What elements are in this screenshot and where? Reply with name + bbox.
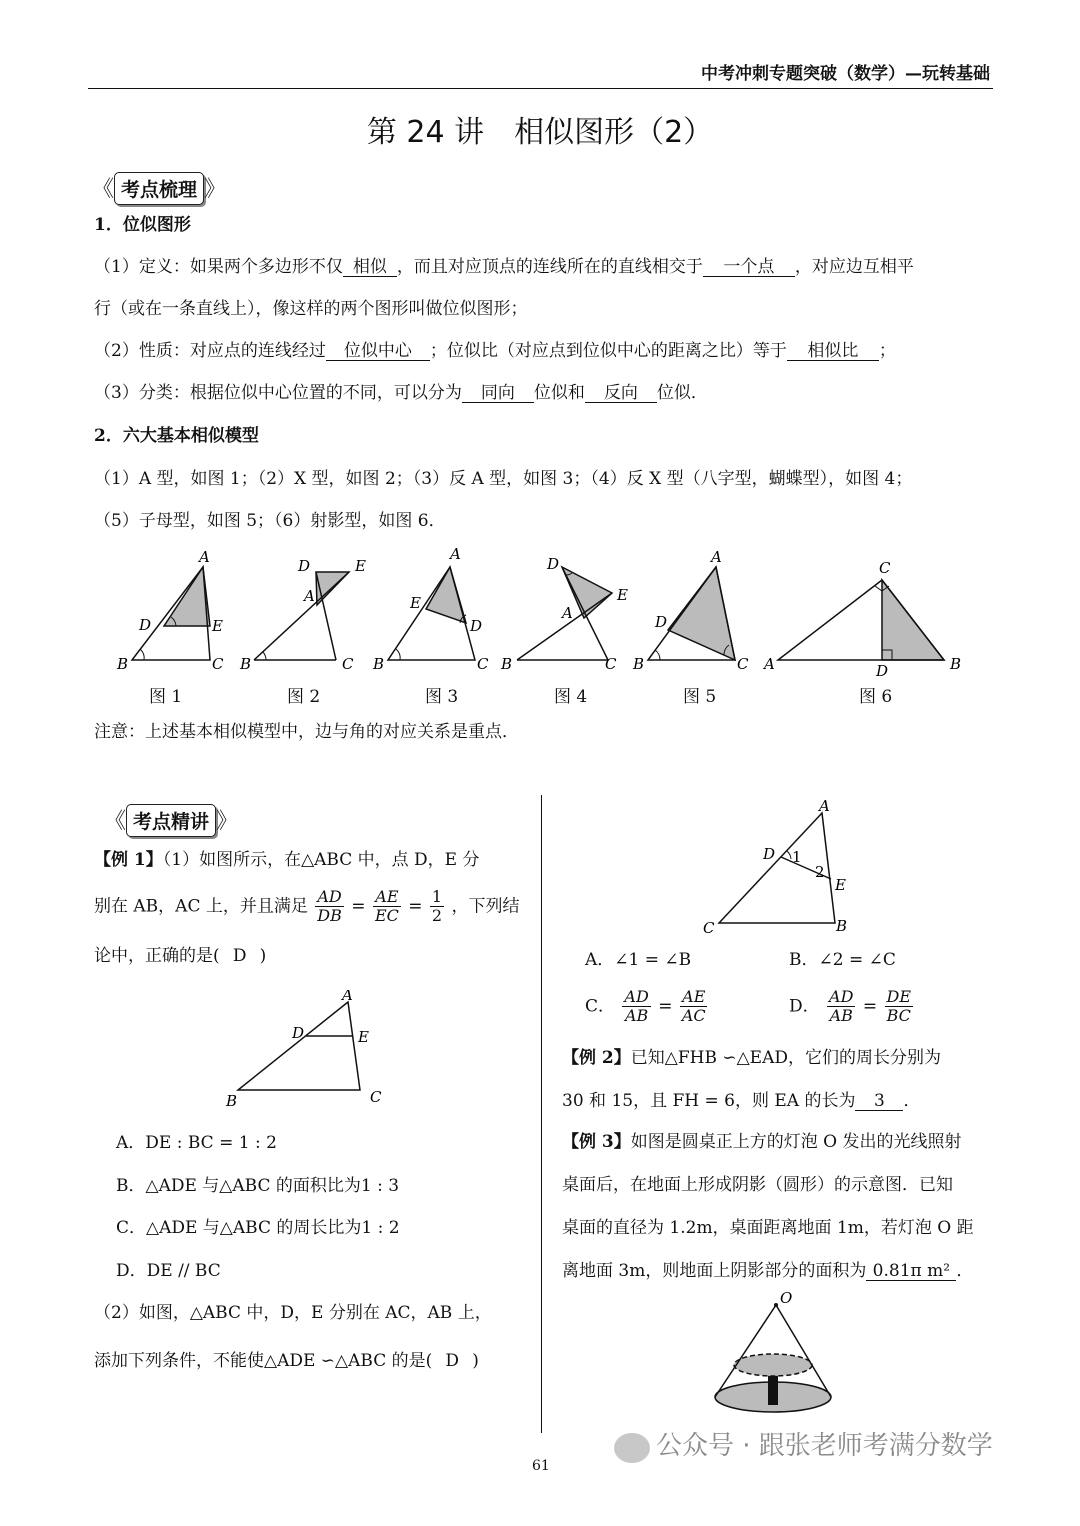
header-rule <box>88 88 993 89</box>
svg-text:A: A <box>562 604 573 622</box>
svg-text:A: A <box>304 587 315 605</box>
figure-label-6: 图 6 <box>859 687 893 707</box>
svg-text:B: B <box>633 655 645 673</box>
example1-part2-option-d: D． $\frac{AD}{AB}$ = $\frac{DE}{BC}$ <box>789 987 912 1026</box>
example2-line2: 30 和 15，且 FH = 6，则 EA 的长为 3 ． <box>562 1091 921 1111</box>
svg-text:E: E <box>355 557 366 575</box>
svg-text:E: E <box>410 594 421 612</box>
figure-label-2: 图 2 <box>287 687 321 707</box>
figure-4 <box>500 555 628 673</box>
definition-line: （1）定义：如果两个多边形不仅 相似 ，而且对应顶点的连线所在的直线相交于 一个点 ，对应边互相平 <box>94 257 914 277</box>
svg-text:A: A <box>819 797 830 815</box>
example2-line1: 【例 2】已知△FHB ∽△EAD，它们的周长分别为 <box>562 1048 941 1068</box>
svg-text:C: C <box>879 559 891 577</box>
definition-line-2: 行（或在一条直线上），像这样的两个图形叫做位似图形； <box>94 299 528 319</box>
section-badge-lecture: 《 考点精讲 》 <box>104 804 238 837</box>
svg-text:A: A <box>450 545 461 563</box>
example3-line2: 桌面后，在地面上形成阴影（圆形）的示意图．已知 <box>562 1175 953 1195</box>
example1-figure <box>220 990 400 1115</box>
svg-text:A: A <box>711 548 722 566</box>
svg-text:A: A <box>199 548 210 566</box>
svg-text:A: A <box>764 655 775 673</box>
svg-text:2: 2 <box>815 863 825 881</box>
example1-part2-figure <box>695 795 865 940</box>
example3-line4: 离地面 3m，则地面上阴影部分的面积为 0.81π m² ． <box>562 1261 974 1281</box>
svg-text:B: B <box>950 655 962 673</box>
example1-part2-option-a: A．∠1 = ∠B <box>585 950 692 970</box>
figure-5 <box>632 548 749 673</box>
figure-3 <box>372 545 489 673</box>
column-divider <box>541 795 542 1433</box>
svg-text:B: B <box>117 655 129 673</box>
svg-text:D: D <box>655 613 668 631</box>
svg-text:C: C <box>703 919 715 937</box>
example1-line2: 别在 AB，AC 上，并且满足 $\frac{AD}{DB}$ = $\frac{AE}{EC}$ = $\frac{1}{2}$ ，下列结 <box>94 887 520 926</box>
svg-text:C: C <box>737 655 749 673</box>
heading-models: 2．六大基本相似模型 <box>94 426 259 446</box>
example3-line1: 【例 3】如图是圆桌正上方的灯泡 O 发出的光线照射 <box>562 1132 962 1152</box>
svg-text:B: B <box>501 655 513 673</box>
svg-text:C: C <box>342 655 354 673</box>
section-badge-review: 《 考点梳理 》 <box>92 172 226 205</box>
example1-part2-option-c: C． $\frac{AD}{AB}$ = $\frac{AE}{AC}$ <box>585 987 706 1026</box>
example1-part2-option-b: B．∠2 = ∠C <box>789 950 896 970</box>
svg-text:C: C <box>370 1088 382 1106</box>
figure-label-4: 图 4 <box>554 687 588 707</box>
example1-option-a: A．DE : BC = 1 : 2 <box>116 1133 277 1153</box>
svg-text:D: D <box>470 617 483 635</box>
example1-option-c: C．△ADE 与△ABC 的周长比为1 : 2 <box>116 1218 400 1238</box>
svg-text:D: D <box>763 845 776 863</box>
page-title: 第 24 讲 相似图形（2） <box>366 115 714 150</box>
example3-line3: 桌面的直径为 1.2m，桌面距离地面 1m，若灯泡 O 距 <box>562 1218 974 1238</box>
figure-label-5: 图 5 <box>683 687 717 707</box>
series-title: 中考冲刺专题突破（数学）—玩转基础 <box>701 64 990 84</box>
figure-6 <box>762 559 961 680</box>
svg-text:E: E <box>617 586 628 604</box>
svg-text:C: C <box>605 655 617 673</box>
svg-text:B: B <box>226 1092 238 1110</box>
example1-line3: 论中，正确的是( D ) <box>94 946 267 966</box>
watermark: 公众号 · 跟张老师考满分数学 <box>656 1431 993 1461</box>
classification-line: （3）分类：根据位似中心位置的不同，可以分为 同向 位似和 反向 位似． <box>94 383 708 403</box>
svg-text:D: D <box>547 555 560 573</box>
figure-2 <box>239 557 366 673</box>
svg-text:A: A <box>342 990 353 1004</box>
example1-line1: 【例 1】（1）如图所示，在△ABC 中，点 D，E 分 <box>94 850 480 870</box>
svg-text:1: 1 <box>792 848 802 866</box>
example1-part2-line2: 添加下列条件，不能使△ADE ∽△ABC 的是( D ) <box>94 1351 479 1371</box>
svg-text:D: D <box>876 662 889 680</box>
models-line-2: （5）子母型，如图 5；（6）射影型，如图 6． <box>94 511 446 531</box>
svg-text:O: O <box>780 1289 793 1307</box>
svg-text:D: D <box>292 1024 305 1042</box>
wechat-logo <box>614 1433 650 1463</box>
svg-text:B: B <box>373 655 385 673</box>
example1-option-d: D．DE // BC <box>116 1261 221 1281</box>
example3-figure <box>705 1285 855 1440</box>
example1-part2-line1: （2）如图，△ABC 中，D，E 分别在 AC，AB 上， <box>94 1303 492 1323</box>
svg-text:D: D <box>298 557 311 575</box>
svg-text:D: D <box>139 616 152 634</box>
svg-text:C: C <box>212 655 224 673</box>
figure-label-3: 图 3 <box>425 687 459 707</box>
page-number: 61 <box>532 1458 550 1474</box>
note-text: 注意：上述基本相似模型中，边与角的对应关系是重点． <box>94 722 519 742</box>
models-line-1: （1）A 型，如图 1；（2）X 型，如图 2；（3）反 A 型，如图 3；（4）反 X 型（八字型，蝴蝶型），如图 4； <box>94 469 913 489</box>
heading-homothety: 1．位似图形 <box>94 215 191 235</box>
svg-text:E: E <box>358 1028 369 1046</box>
figure-1 <box>116 548 224 673</box>
svg-text:E: E <box>212 617 223 635</box>
property-line: （2）性质：对应点的连线经过 位似中心 ；位似比（对应点到位似中心的距离之比）等于 相似比 ； <box>94 341 896 361</box>
svg-text:C: C <box>477 655 489 673</box>
example1-option-b: B．△ADE 与△ABC 的面积比为1 : 3 <box>116 1176 400 1196</box>
svg-text:B: B <box>836 917 848 935</box>
svg-text:B: B <box>240 655 252 673</box>
svg-text:E: E <box>835 876 846 894</box>
figure-label-1: 图 1 <box>149 687 183 707</box>
